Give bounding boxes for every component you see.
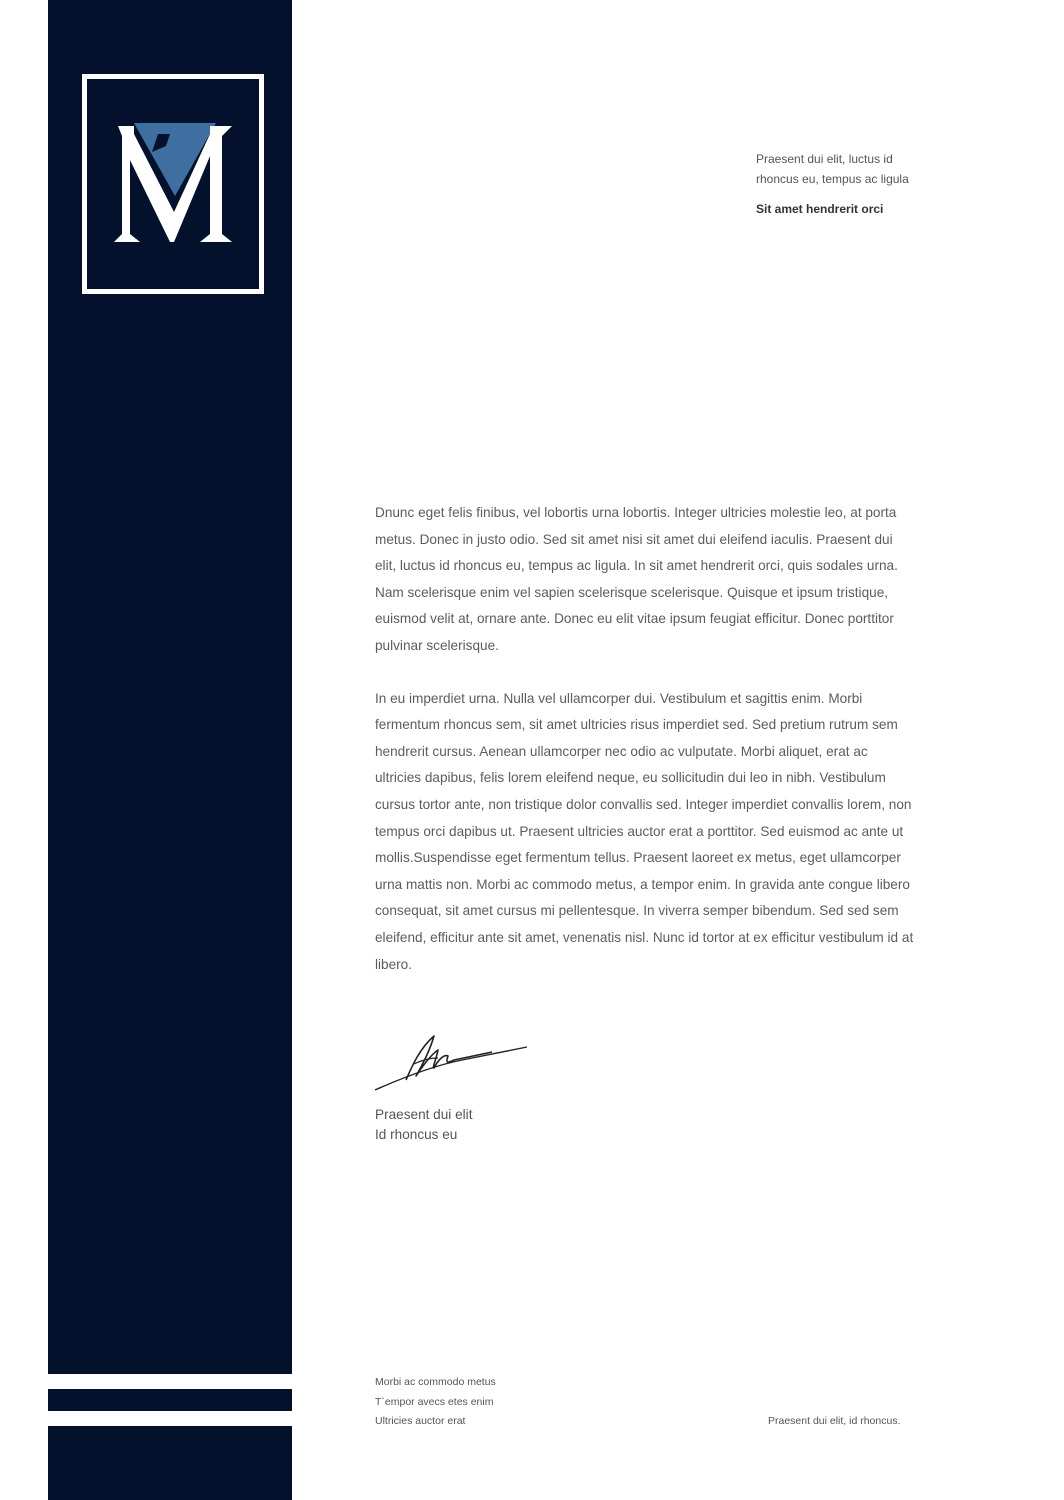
signer-name: Praesent dui elit <box>375 1107 473 1122</box>
signer-block <box>375 1105 472 1145</box>
company-logo <box>82 74 264 294</box>
body-paragraph-1: Dnunc eget felis finibus, vel lobortis urna lobortis. Integer ultricies molestie leo, at porta metus. Donec in justo odio. Sed sit amet nisi sit amet dui eleifend iaculis. Praesent dui elit, luctus id rhoncus eu, tempus ac ligula. In sit amet hendrerit orci, quis sodales urna. Nam scelerisque enim vel sapien scelerisque scelerisque. Quisque et ipsum tristique, euismod velit at, ornare ante. Donec eu elit vitae ipsum feugiat efficitur. Donec porttitor pulvinar scelerisque. <box>375 505 898 653</box>
footer-contact <box>375 1373 496 1432</box>
letter-body <box>375 500 915 1004</box>
address-line-1: Praesent dui elit, luctus id <box>756 152 893 166</box>
body-paragraph-2: In eu imperdiet urna. Nulla vel ullamcorper dui. Vestibulum et sagittis enim. Morbi fermentum rhoncus sem, sit amet ultricies risus imperdiet sed. Sed pretium rutrum sem hendrerit cursus. Aenean ullamcorper nec odio ac vulputate. Morbi aliquet, erat ac ultricies dapibus, felis lorem eleifend neque, eu sollicitudin dui leo in nibh. Vestibulum cursus tortor ante, non tristique dolor convallis sed. Integer imperdiet convallis lorem, non tempus orci dapibus ut. Praesent ultricies auctor erat a porttitor. Sed euismod ac ante ut mollis.Suspendisse eget fermentum tellus. Praesent laoreet ex metus, eget ullamcorper urna mattis non. Morbi ac commodo metus, a tempor enim. In gravida ante congue libero consequat, sit amet cursus mi pellentesque. In viverra semper bibendum. Sed sed sem eleifend, efficitur ante sit amet, venenatis nisl. Nunc id tortor at ex efficitur vestibulum id at libero. <box>375 690 914 972</box>
address-line-2: rhoncus eu, tempus ac ligula <box>756 172 909 186</box>
sidebar-stripe-bottom <box>48 1411 292 1426</box>
footer-line-2: T`empor avecs etes enim <box>375 1395 494 1408</box>
handwritten-signature <box>372 1030 532 1096</box>
sidebar-stripe-top <box>48 1374 292 1389</box>
footer-line-1: Morbi ac commodo metus <box>375 1376 496 1388</box>
footer-note: Praesent dui elit, id rhoncus. <box>768 1415 901 1427</box>
sender-address <box>756 149 909 219</box>
address-bold-line: Sit amet hendrerit orci <box>756 202 884 216</box>
footer-line-3: Ultricies auctor erat <box>375 1415 466 1427</box>
signer-title: Id rhoncus eu <box>375 1127 458 1142</box>
